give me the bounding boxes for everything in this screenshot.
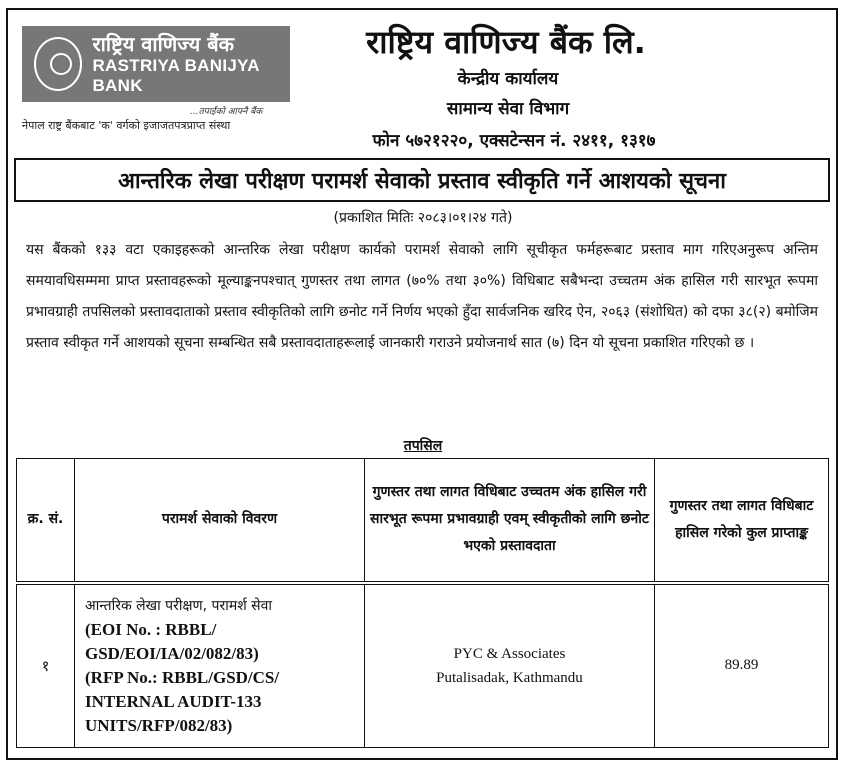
table-header-row xyxy=(17,459,829,583)
license-text: नेपाल राष्ट्र बैंकबाट 'क' वर्गको इजाजतपत्रप्राप्त संस्था xyxy=(22,119,231,132)
office-name: केन्द्रीय कार्यालय xyxy=(457,69,559,89)
notice-body: यस बैंकको १३३ वटा एकाइहरूको आन्तरिक लेखा परीक्षण कार्यको परामर्श सेवाको लागि सूचीकृत फर्महरूबाट प्रस्ताव माग गरिएअनुरूप अन्तिम समयावधिसम्ममा प्राप्त प्रस्तावहरूको मूल्याङ्कनपश्चात् गुणस्तर तथा लागत (७०% तथा ३०%) विधिबाट सबैभन्दा उच्चतम अंक हासिल गरी सारभूत रूपमा प्रभावग्राही तपसिलको प्रस्तावदाताको प्रस्ताव स्वीकृतिको लागि छनोट गर्ने निर्णय भएको हुँदा सार्वजनिक खरिद ऐन, २०६३ (संशोधित) को दफा ३८(२) बमोजिम प्रस्ताव स्वीकृत गर्ने आशयको सूचना सम्बन्धित सबै प्रस्तावदाताहरूलाई जानकारी गराउने प्रयोजनार्थ सात (७) दिन यो सूचना प्रकाशित गरिएको छ । xyxy=(26,242,818,351)
bank-logo xyxy=(22,26,290,102)
header-score: गुणस्तर तथा लागत विधिबाट हासिल गरेको कुल प्राप्ताङ्क xyxy=(655,459,829,583)
row-eoi-1: (EOI No. : RBBL/ xyxy=(85,619,217,639)
phone-info: फोन ५७२१२२०, एक्सटेन्सन नं. २४११, १३१७ xyxy=(372,131,656,151)
bank-emblem-icon xyxy=(34,37,82,91)
row-eoi-2: GSD/EOI/IA/02/082/83) xyxy=(85,643,259,663)
row-service: आन्तरिक लेखा परीक्षण, परामर्श सेवा xyxy=(85,597,273,614)
published-date: (प्रकाशित मितिः २०८३।०१।२४ गते) xyxy=(333,210,513,226)
logo-name-english: RASTRIYA BANIJYA BANK xyxy=(92,56,260,95)
row-score: 89.89 xyxy=(655,583,829,748)
row-rfp-3: UNITS/RFP/082/83) xyxy=(85,715,233,735)
row-rfp-1: (RFP No.: RBBL/GSD/CS/ xyxy=(85,667,280,687)
details-heading-text: तपसिल xyxy=(403,438,443,454)
department-name: सामान्य सेवा विभाग xyxy=(446,99,570,119)
row-provider xyxy=(365,583,655,748)
row-sn: १ xyxy=(17,583,75,748)
header-description: परामर्श सेवाको विवरण xyxy=(75,459,365,583)
logo-name-nepali: राष्ट्रिय वाणिज्य बैंक xyxy=(92,32,234,56)
details-heading xyxy=(0,436,846,455)
bank-name: राष्ट्रिय वाणिज्य बैंक लि. xyxy=(366,23,646,61)
logo-tagline: ...तपाईंको आफ्नै बैंक xyxy=(190,107,263,117)
row-rfp-2: INTERNAL AUDIT-133 xyxy=(85,691,262,711)
logo-text xyxy=(92,32,290,96)
table-row xyxy=(17,583,829,748)
header-sn: क्र. सं. xyxy=(17,459,75,583)
notice-title: आन्तरिक लेखा परीक्षण परामर्श सेवाको प्रस्ताव स्वीकृति गर्ने आशयको सूचना xyxy=(14,158,830,202)
row-provider-name: PYC & Associates xyxy=(453,645,566,662)
header-provider: गुणस्तर तथा लागत विधिबाट उच्चतम अंक हासिल गरी सारभूत रूपमा प्रभावग्राही एवम् स्वीकृतीको लागि छनोट भएको प्रस्तावदाता xyxy=(365,459,655,583)
details-table xyxy=(16,458,829,748)
row-provider-address: Putalisadak, Kathmandu xyxy=(436,669,583,686)
row-description xyxy=(75,583,365,748)
